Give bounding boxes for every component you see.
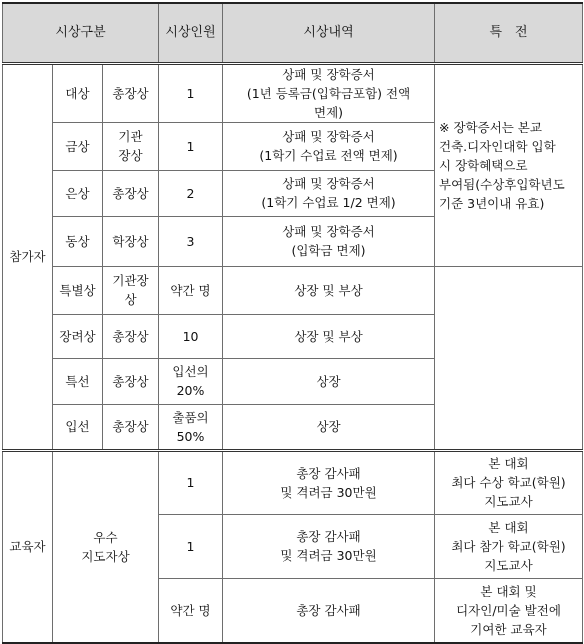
detail-cell: 상장 및 부상: [223, 314, 435, 358]
table-row: [3, 63, 583, 122]
detail-cell: 상장: [223, 404, 435, 450]
count-cell: 1: [159, 122, 223, 170]
detail-cell: 총장 감사패: [223, 578, 435, 643]
table-row: [3, 266, 583, 314]
detail-cell: 총장 감사패 및 격려금 30만원: [223, 514, 435, 578]
benefit-cell: 본 대회 최다 수상 학교(학원) 지도교사: [435, 450, 583, 514]
count-cell: 입선의 20%: [159, 358, 223, 404]
count-cell: 출품의 50%: [159, 404, 223, 450]
detail-cell: 상장: [223, 358, 435, 404]
benefit-empty: [435, 266, 583, 450]
award-cell: 총장상: [103, 314, 159, 358]
detail-cell: 총장 감사패 및 격려금 30만원: [223, 450, 435, 514]
scholarship-note: ※ 장학증서는 본교 건축.디자인대학 입학 시 장학혜택으로 부여됨(수상후입학년도 기준 3년이내 유효): [435, 63, 583, 266]
header-benefit: 특 전: [435, 3, 583, 63]
educator-group-label: 교육자: [3, 450, 53, 643]
header-count: 시상인원: [159, 3, 223, 63]
award-cell: 기관 장상: [103, 122, 159, 170]
participant-group-label: 참가자: [3, 63, 53, 450]
detail-cell: 상패 및 장학증서 (1학기 수업료 1/2 면제): [223, 170, 435, 216]
award-cell: 기관장 상: [103, 266, 159, 314]
grade-cell: 특선: [53, 358, 103, 404]
header-row: [3, 3, 583, 63]
grade-cell: 동상: [53, 216, 103, 266]
count-cell: 약간 명: [159, 266, 223, 314]
detail-cell: 상패 및 장학증서 (입학금 면제): [223, 216, 435, 266]
detail-cell: 상장 및 부상: [223, 266, 435, 314]
award-cell: 학장상: [103, 216, 159, 266]
award-cell: 총장상: [103, 404, 159, 450]
benefit-cell: 본 대회 최다 참가 학교(학원) 지도교사: [435, 514, 583, 578]
award-cell: 총장상: [103, 358, 159, 404]
table-row: [3, 450, 583, 514]
awards-table: [2, 2, 583, 644]
grade-cell: 입선: [53, 404, 103, 450]
grade-cell: 금상: [53, 122, 103, 170]
benefit-cell: 본 대회 및 디자인/미술 발전에 기여한 교육자: [435, 578, 583, 643]
count-cell: 1: [159, 514, 223, 578]
detail-cell: 상패 및 장학증서 (1년 등록금(입학금포함) 전액 면제): [223, 63, 435, 122]
award-cell: 총장상: [103, 63, 159, 122]
detail-cell: 상패 및 장학증서 (1학기 수업료 전액 면제): [223, 122, 435, 170]
grade-cell: 은상: [53, 170, 103, 216]
award-cell: 총장상: [103, 170, 159, 216]
count-cell: 약간 명: [159, 578, 223, 643]
count-cell: 1: [159, 63, 223, 122]
header-category: 시상구분: [3, 3, 159, 63]
count-cell: 1: [159, 450, 223, 514]
count-cell: 3: [159, 216, 223, 266]
grade-cell: 장려상: [53, 314, 103, 358]
header-details: 시상내역: [223, 3, 435, 63]
grade-cell: 특별상: [53, 266, 103, 314]
count-cell: 2: [159, 170, 223, 216]
count-cell: 10: [159, 314, 223, 358]
grade-cell: 대상: [53, 63, 103, 122]
educator-award-cell: 우수 지도자상: [53, 450, 159, 643]
